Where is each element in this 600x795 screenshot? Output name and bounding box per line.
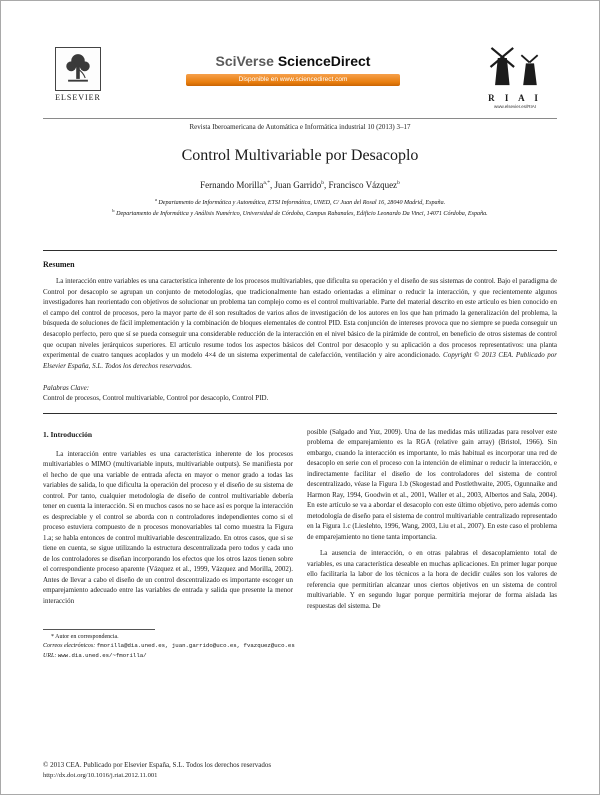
masthead xyxy=(43,47,557,113)
riai-logo xyxy=(473,47,557,109)
keywords-block xyxy=(43,383,557,404)
emails-label: Correos electrónicos: xyxy=(43,643,97,650)
intro-paragraph-3: La ausencia de interacción, o en otras palabras el desacoplamiento total de variables, es una característica deseable en muchas aplicaciones. En primer lugar porque ello facilitaría la labor de los técnicos a la hora de decidir cuáles son los valores de referencia que permitirían alcanzar unos ciertos objetivos en un sistema de control multivariable. Y en segundo lugar porque permitiría mejorar de forma aislada las respuestas del sistema. De xyxy=(307,549,557,610)
footnote-rule xyxy=(43,629,155,630)
author-3 xyxy=(329,180,400,190)
author-1-name: Fernando Morilla xyxy=(200,180,264,190)
author-1 xyxy=(200,180,274,190)
sciencedirect-block xyxy=(186,47,400,86)
author-3-affil-marker: b xyxy=(397,180,400,186)
affiliation-1-marker: a xyxy=(154,197,157,202)
affiliation-list xyxy=(43,197,557,220)
abstract-heading: Resumen xyxy=(43,259,75,269)
author-separator: , xyxy=(270,180,275,190)
sciverse-wordmark-part1: SciVerse xyxy=(215,53,274,69)
left-column xyxy=(43,427,293,618)
riai-windmill-icon xyxy=(486,47,544,87)
emails-line xyxy=(43,642,305,651)
affiliation-2-marker: b xyxy=(112,208,115,214)
correspondence-footnote xyxy=(43,629,305,661)
keywords-text: Control de procesos, Control multivariable, Control por desacoplo, Control PID. xyxy=(43,394,269,403)
author-homepage-link[interactable]: www.dia.uned.es/~fmorilla/ xyxy=(57,651,147,659)
article-title: Control Multivariable por Desacoplo xyxy=(181,147,419,164)
affiliation-2 xyxy=(43,208,557,219)
affiliation-1-text: Departamento de Informática y Automática, ETSI Informática, UNED, C/ Juan del Rosal 16, 28040 Madrid, España. xyxy=(158,200,446,207)
url-line xyxy=(43,652,305,661)
author-1-affil-marker: a,* xyxy=(263,180,270,186)
author-3-name: Francisco Vázquez xyxy=(328,180,398,190)
author-2-name: Juan Garrido xyxy=(274,180,322,190)
elsevier-wordmark: ELSEVIER xyxy=(55,93,101,102)
author-list xyxy=(43,180,557,190)
sciverse-wordmark-part2: ScienceDirect xyxy=(273,53,371,69)
abstract-body: La interacción entre variables es una característica inherente de los procesos multivariables, que dificulta su operación y el diseño de sus sistemas de control. Bajo el paradigma de Control por desacoplo se agrupan un conjunto de metodologías, que tradicionalmente han estado orientadas a eliminar o reducir la interacción, y que recientemente algunos investigadores han reorientado con objetivos de solucionar un problema tan complejo como es el control multivariable. Parte del material descrito en este artículo es bien conocido en el campo del control de procesos, pero la mayor parte de él son resultados de varios años de investigación de los autores en los que han primado la generalización del problema, la búsqueda de soluciones de fácil implementación y la combinación de bloques elementales de control PID. Esta conjunción de intereses provoca que no siempre se pueda conseguir un desacoplo perfecto, pero que sí se pueda conseguir una considerable reducción de la interacción en el nivel básico de la pirámide de control, en beneficio de otros sistemas de control que ocupan niveles jerárquicos superiores. El artículo resume todos los aspectos básicos del Control por desacoplo y su aplicación a dos procesos representativos: una planta experimental de cuatro tanques acoplados y un modelo 4×4 de un sistema experimental de calefacción, ventilación y aire acondicionado. xyxy=(43,276,557,360)
abstract-top-rule xyxy=(43,250,557,251)
section-1-heading: 1. Introducción xyxy=(43,429,93,439)
affiliation-1 xyxy=(43,197,557,208)
author-separator: , xyxy=(324,180,329,190)
body-columns xyxy=(43,427,557,618)
sciencedirect-availability-banner[interactable]: Disponible en www.sciencedirect.com xyxy=(186,74,400,86)
intro-paragraph-2: posible (Salgado and Yuz, 2009). Una de las medidas más utilizadas para resolver este problema de emparejamiento es la RGA (relative gain array) (Bristol, 1966). Sin embargo, cuando la interacción es importante, lo más habitual es incorporar una red de desacoplo en serie con el proceso con la intención de eliminar o reducir la interacción, e indirectamente facilitar el diseño de los controladores del sistema de control descentralizado, véase la Figura 1.b (Skogestad and Postlethwaite, 2005, Ogunnaike and Harmon Ray, 1994, Goodwin et al., 2001, Waller et al., 2003, Albertos and Sala, 2004). En este artículo se va a abordar el desacoplo con este último objetivo, pero además como metodología de diseño para el sistema de control multivariable centralizado representado en la Figura 1.c (Lieslehto, 1996, Wang, 2003, Liu et al., 2007). En este caso el problema de emparejamiento no tiene tanta importancia. xyxy=(307,427,557,541)
right-column xyxy=(307,427,557,618)
riai-journal-url[interactable]: www.elsevier.es/RIAI xyxy=(493,104,536,109)
sciverse-sciencedirect-wordmark xyxy=(186,53,400,69)
footer-copyright: © 2013 CEA. Publicado por Elsevier España, S.L. Todos los derechos reservados xyxy=(43,760,272,769)
keywords-heading: Palabras Clave: xyxy=(43,383,90,392)
elsevier-logo xyxy=(43,47,113,102)
author-emails-link[interactable]: fmorilla@dia.uned.es, juan.garrido@uco.es, fvazquez@uco.es xyxy=(96,642,295,650)
riai-wordmark: R I A I xyxy=(488,93,542,103)
abstract-bottom-rule xyxy=(43,413,557,414)
url-label: URL: xyxy=(43,652,58,659)
affiliation-2-text: Departamento de Informática y Análisis Numérico, Universidad de Córdoba, Campus Rabanales, Edificio Leonardo Da Vinci, 14071 Córdoba, España. xyxy=(116,211,488,218)
intro-paragraph-1: La interacción entre variables es una característica inherente de los procesos multivariables o MIMO (multivariable inputs, multivariable outputs). Se manifiesta por el hecho de que una variable de entrada afecta en mayor o menor grado a todas las variables de salida, lo que dificulta la operación del proceso y el diseño de su sistema de control. Por tanto, cualquier metodología de diseño de control multivariable debería tener en cuenta la interacción. Si en muchos casos no se hace así es porque la interacción es despreciable y el control se aborda con n controladores independientes como si el proceso estuviera compuesto de n procesos monovariables tal como muestra la Figura 1.a; se habla entonces de control multivariable descentralizado. En otros casos, que si se tiene en cuenta, se sigue utilizando la estructura descentralizada pero todos y cada uno de los controladores se diseñan incorporando los efectos que los otros lazos tienen sobre el correspondiente proceso aparente (Vázquez et al., 1999, Vázquez and Morilla, 2002). Antes de llevar a cabo el diseño de un control descentralizado es importante escoger un emparejamiento adecuado entre las variables de entrada y salida que presente la menor interacción xyxy=(43,449,293,605)
corresponding-author-note: * Autor en correspondencia. xyxy=(51,634,119,641)
elsevier-tree-icon xyxy=(55,47,101,91)
doi-link[interactable]: http://dx.doi.org/10.1016/j.riai.2012.11.001 xyxy=(43,772,158,780)
abstract-copyright-notice: Copyright © 2013 CEA. Publicado por Elsevier España, S.L. Todos los derechos reservados. xyxy=(43,351,557,370)
author-2-affil-marker: b xyxy=(321,180,324,186)
journal-citation-line: Revista Iberoamericana de Automática e Informática industrial 10 (2013) 3–17 xyxy=(189,123,411,131)
author-2 xyxy=(275,180,329,190)
page-footer xyxy=(43,760,271,782)
abstract-text xyxy=(43,276,557,372)
